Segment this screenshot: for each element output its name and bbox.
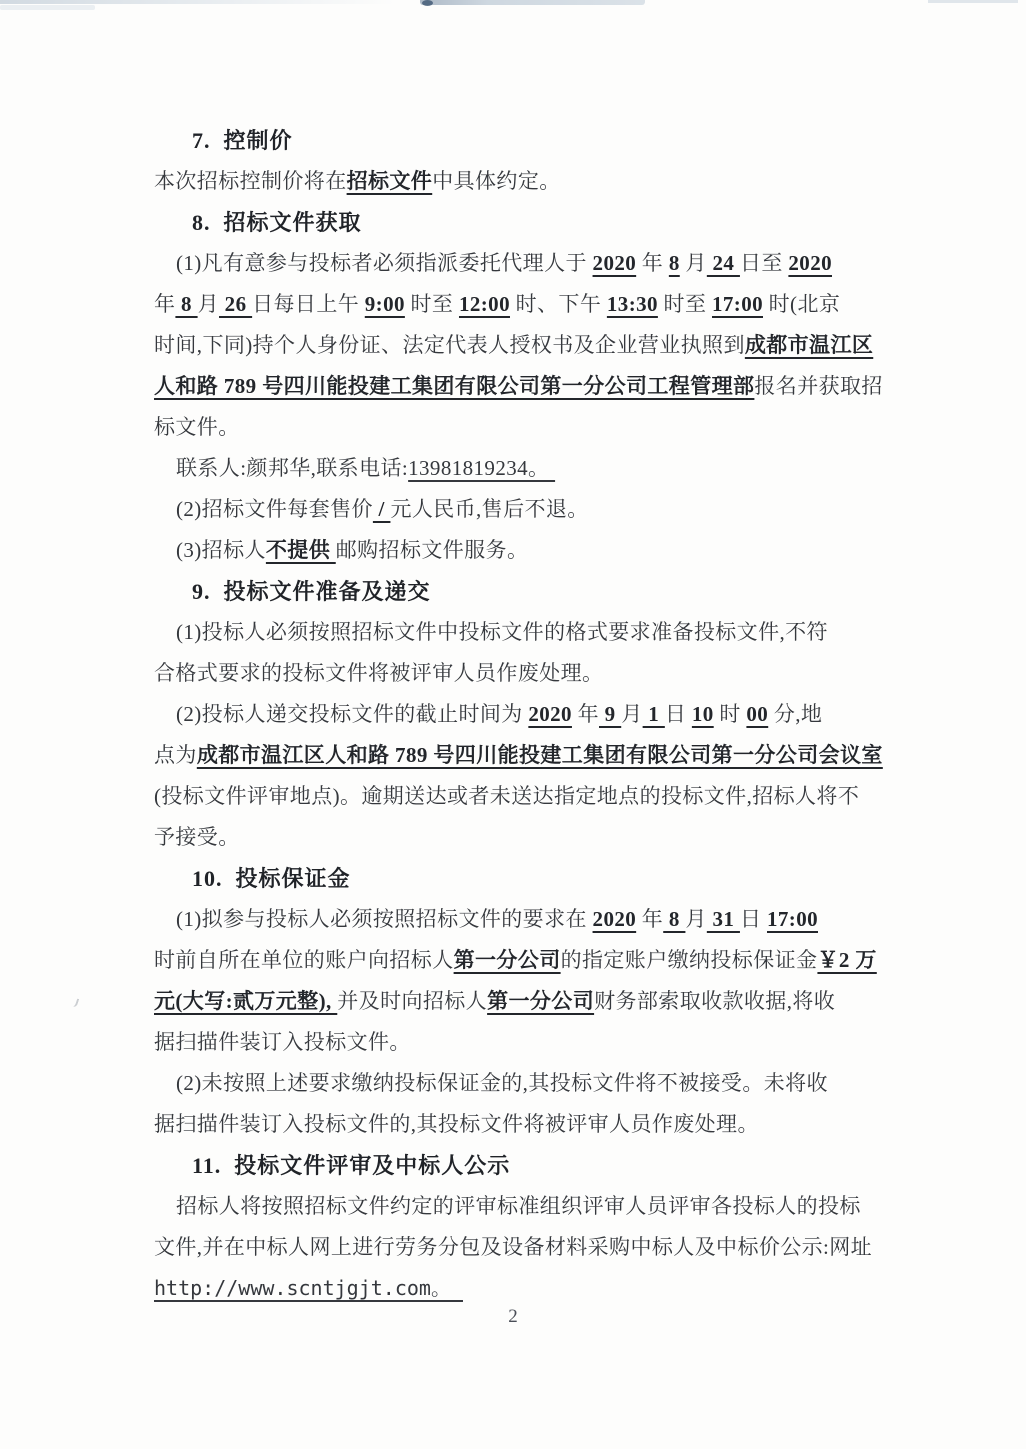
- text-line: [154, 817, 916, 858]
- text-segment: 月: [621, 702, 643, 726]
- fill-in-value: 第一分公司: [453, 948, 561, 972]
- text-segment: 月: [679, 251, 707, 275]
- scan-artifact: [928, 0, 1018, 3]
- text-line: [154, 407, 916, 448]
- text-segment: 月: [197, 292, 220, 316]
- text-segment: 时、下午: [509, 292, 607, 316]
- fill-in-value: /: [372, 497, 391, 521]
- heading-bid-bond: [154, 858, 916, 899]
- text-segment: 予接受。: [154, 825, 240, 849]
- text-line: [154, 776, 916, 817]
- fill-in-value: 2020: [592, 251, 637, 275]
- text-line: [154, 735, 916, 776]
- text-segment: (2)招标文件每套售价: [176, 497, 373, 521]
- text-line: [154, 448, 916, 489]
- website-url: http://www.scntjgjt.com。: [154, 1276, 463, 1300]
- text-line: [154, 1227, 916, 1268]
- fill-in-value: 人和路 789 号四川能投建工集团有限公司第一分公司工程管理部: [154, 374, 755, 398]
- scan-artifact: [422, 0, 433, 6]
- text-segment: 的指定账户缴纳投标保证金: [560, 948, 818, 972]
- text-segment: 标文件。: [154, 415, 240, 439]
- fill-in-value: 00: [746, 702, 769, 726]
- text-line: [154, 530, 916, 571]
- scan-artifact: [0, 0, 395, 4]
- heading-bid-doc-preparation: [154, 571, 916, 612]
- fill-in-value: 26: [219, 292, 253, 316]
- text-segment: 元人民币,售后不退。: [390, 497, 589, 521]
- text-line: [154, 161, 916, 202]
- text-segment: 时至: [657, 292, 712, 316]
- text-line: [154, 1268, 916, 1309]
- scan-artifact: [0, 5, 95, 10]
- text-segment: (2)投标人递交投标文件的截止时间为: [176, 702, 529, 726]
- fill-in-value: 成都市温江区人和路 789 号四川能投建工集团有限公司第一分公司会议室: [196, 743, 883, 767]
- text-line: [154, 1104, 916, 1145]
- heading-bid-doc-acquisition: [154, 202, 916, 243]
- fill-in-value: 17:00: [767, 907, 818, 931]
- heading-control-price: [154, 120, 916, 161]
- text-segment: 日: [664, 702, 692, 726]
- fill-in-value: 不提供: [265, 538, 336, 562]
- text-line: [154, 1022, 916, 1063]
- contact-phone: 13981819234。: [408, 456, 556, 480]
- text-segment: (投标文件评审地点)。逾期送达或者未送达指定地点的投标文件,招标人将不: [154, 784, 860, 808]
- fill-in-value: 17:00: [712, 292, 763, 316]
- scan-artifact: [420, 0, 645, 5]
- text-line: [154, 1186, 916, 1227]
- fill-in-value: 2020: [592, 907, 637, 931]
- fill-in-value: 9:00: [364, 292, 405, 316]
- text-segment: 月: [685, 907, 707, 931]
- text-segment: 10. 投标保证金: [192, 866, 351, 891]
- text-segment: 日: [739, 907, 767, 931]
- fill-in-value: 13:30: [606, 292, 658, 316]
- text-line: [154, 243, 916, 284]
- fill-in-value: 12:00: [458, 292, 510, 316]
- text-segment: 9. 投标文件准备及递交: [192, 579, 431, 604]
- text-line: [154, 489, 916, 530]
- document-lines: [154, 120, 916, 1309]
- text-segment: 据扫描件装订入投标文件。: [154, 1030, 411, 1054]
- text-line: [154, 366, 916, 407]
- text-segment: (1)投标人必须按照招标文件中投标文件的格式要求准备投标文件,不符: [176, 620, 828, 644]
- text-segment: 时前自所在单位的账户向招标人: [154, 948, 454, 972]
- deposit-amount: ￥2 万: [817, 948, 877, 972]
- fill-in-value: 10: [691, 702, 714, 726]
- fill-in-value: 9: [599, 702, 622, 726]
- text-line: [154, 981, 916, 1022]
- text-segment: 年: [636, 907, 664, 931]
- text-line: [154, 653, 916, 694]
- fill-in-value: 招标文件: [346, 169, 433, 193]
- text-line: [154, 612, 916, 653]
- text-segment: 时(北京: [763, 292, 841, 316]
- text-segment: 报名并获取招: [754, 374, 883, 398]
- fill-in-value: 8: [175, 292, 198, 316]
- text-segment: 联系人:颜邦华,联系电话:: [176, 456, 409, 480]
- fill-in-value: 第一分公司: [487, 989, 595, 1013]
- text-segment: 招标人将按照招标文件约定的评审标准组织评审人员评审各投标人的投标: [176, 1194, 861, 1218]
- text-line: [154, 940, 916, 981]
- text-segment: 文件,并在中标人网上进行劳务分包及设备材料采购中标人及中标价公示:网址: [154, 1235, 873, 1259]
- fill-in-value: 2020: [788, 251, 832, 275]
- text-segment: 并及时向招标人: [337, 989, 488, 1013]
- text-segment: 8. 招标文件获取: [192, 210, 362, 235]
- page-number: 2: [508, 1306, 518, 1327]
- text-line: [154, 1063, 916, 1104]
- fill-in-value: 8: [663, 907, 686, 931]
- text-segment: 日至: [739, 251, 789, 275]
- text-segment: 本次招标控制价将在: [154, 169, 347, 193]
- fill-in-value: 1: [642, 702, 665, 726]
- text-segment: (3)招标人: [176, 538, 266, 562]
- text-segment: 点为: [154, 743, 197, 767]
- text-segment: 中具体约定。: [432, 169, 561, 193]
- text-segment: 时至: [404, 292, 459, 316]
- text-line: [154, 694, 916, 735]
- text-segment: 日每日上午: [252, 292, 365, 316]
- fill-in-value: 2020: [528, 702, 572, 726]
- heading-bid-evaluation: [154, 1145, 916, 1186]
- text-segment: 时间,下同)持个人身份证、法定代表人授权书及企业营业执照到: [154, 333, 745, 357]
- text-segment: (1)凡有意参与投标者必须指派委托代理人于: [176, 251, 593, 275]
- scan-artifact: [71, 997, 79, 1007]
- text-segment: 合格式要求的投标文件将被评审人员作废处理。: [154, 661, 604, 685]
- fill-in-value: 31: [706, 907, 740, 931]
- fill-in-value: 成都市温江区: [744, 333, 874, 357]
- text-segment: (1)拟参与投标人必须按照招标文件的要求在: [176, 907, 593, 931]
- text-line: [154, 284, 916, 325]
- text-segment: 年: [154, 292, 176, 316]
- text-segment: 7. 控制价: [192, 128, 293, 153]
- text-segment: 分,地: [768, 702, 823, 726]
- text-segment: 11. 投标文件评审及中标人公示: [192, 1153, 511, 1178]
- fill-in-value: 元(大写:贰万元整),: [154, 989, 338, 1013]
- text-segment: 年: [636, 251, 669, 275]
- text-line: [154, 899, 916, 940]
- text-segment: 财务部索取收款收据,将收: [594, 989, 836, 1013]
- text-segment: 邮购招标文件服务。: [335, 538, 529, 562]
- text-line: [154, 325, 916, 366]
- text-segment: 时: [713, 702, 747, 726]
- text-segment: (2)未按照上述要求缴纳投标保证金的,其投标文件将不被接受。未将收: [176, 1071, 828, 1095]
- fill-in-value: 24: [706, 251, 740, 275]
- fill-in-value: 8: [668, 251, 680, 275]
- text-segment: 年: [571, 702, 600, 726]
- text-segment: 据扫描件装订入投标文件的,其投标文件将被评审人员作废处理。: [154, 1112, 759, 1136]
